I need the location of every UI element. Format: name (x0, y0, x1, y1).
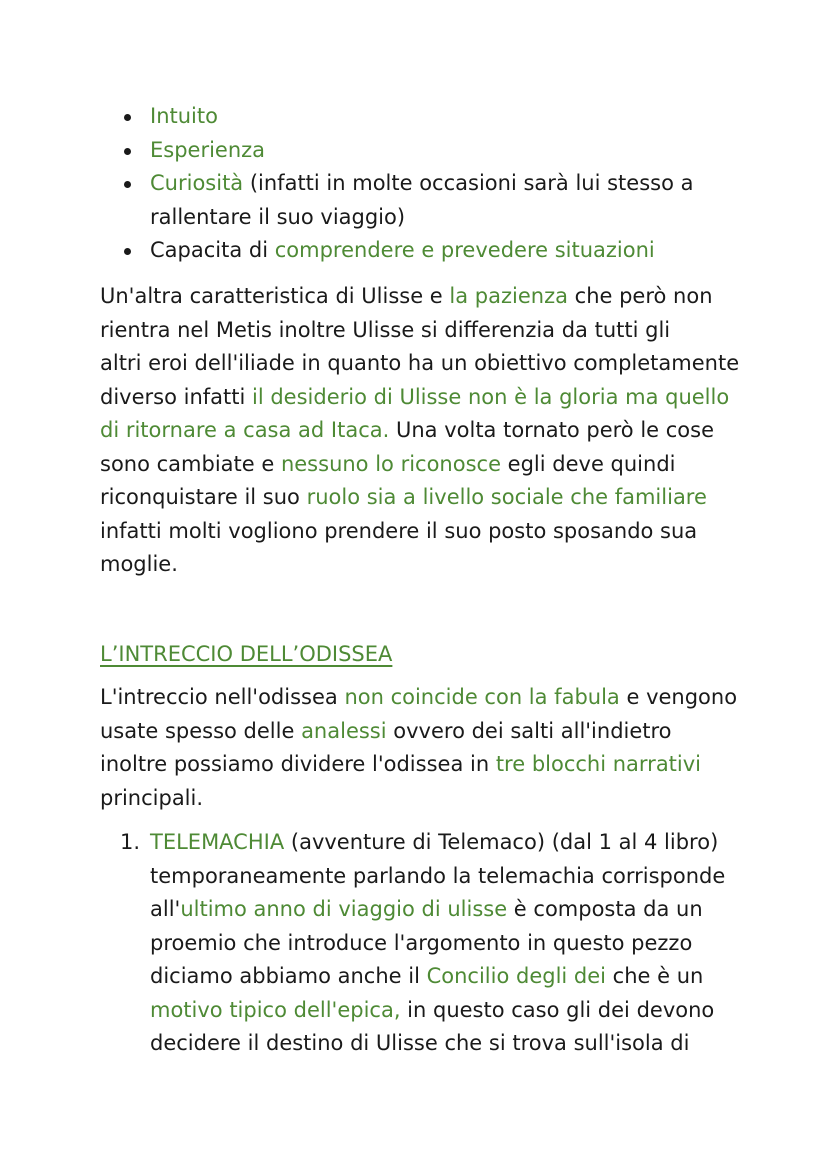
highlight-text: nessuno lo riconosce (280, 451, 501, 476)
text-run: riconquistare il suo (100, 485, 307, 509)
text-run: e vengono (619, 685, 738, 709)
text-run: è composta da un (507, 897, 703, 921)
text-line (150, 893, 725, 927)
text-line (100, 782, 737, 816)
highlight-text: motivo tipico dell'epica, (150, 997, 401, 1022)
highlight-text: Esperienza (150, 137, 266, 162)
text-line (150, 826, 725, 860)
text-line (150, 994, 725, 1028)
paragraph-ulisse-traits (100, 280, 739, 582)
highlight-text: ruolo sia a livello sociale che familiare (306, 485, 707, 509)
text-run: L'intreccio nell'odissea (100, 685, 345, 709)
text-line (100, 515, 739, 549)
text-run: rientra nel Metis inoltre Ulisse si differenzia da tutti gli (100, 317, 671, 342)
text-line (150, 860, 725, 894)
text-line (150, 927, 725, 961)
bullet-item (0, 134, 693, 168)
bullet-dot-icon (124, 148, 131, 155)
text-run: temporaneamente parlando la telemachia corrisponde (150, 863, 726, 888)
highlight-text: Curiosità (150, 171, 244, 195)
text-line (100, 715, 737, 749)
text-line (100, 748, 737, 782)
highlight-text: non coincide con la fabula (344, 685, 620, 709)
highlight-text: analessi (301, 718, 387, 743)
highlight-text: TELEMACHIA (150, 830, 285, 854)
text-run: (infatti in molte occasioni sarà lui stesso a (243, 171, 694, 195)
text-run: (avventure di Telemaco) (dal 1 al 4 libro) (284, 830, 719, 854)
text-run: rallentare il suo viaggio) (150, 204, 406, 229)
bullet-item (0, 100, 693, 134)
text-run: infatti molti vogliono prendere il suo posto sposando sua (100, 518, 698, 543)
text-run: in questo caso gli dei devono (400, 997, 715, 1022)
text-run: Capacita di (150, 238, 275, 262)
bullet-list (0, 100, 693, 268)
text-line (100, 481, 739, 515)
bullet-item (0, 234, 693, 268)
text-run: altri eroi dell'iliade in quanto ha un obiettivo completamente (100, 351, 740, 375)
text-line (150, 1027, 725, 1061)
highlight-text: ultimo anno di viaggio di ulisse (180, 897, 508, 921)
text-line (100, 381, 739, 415)
section-heading: L’INTRECCIO DELL’ODISSEA (100, 642, 393, 666)
text-run: proemio che introduce l'argomento in questo pezzo (150, 930, 693, 955)
text-run: sono cambiate e (100, 451, 281, 476)
text-line (100, 448, 739, 482)
highlight-text: tre blocchi narrativi (495, 752, 702, 776)
text-line (100, 314, 739, 348)
text-line (100, 414, 739, 448)
text-run: che è un (606, 964, 704, 988)
highlight-text: il desiderio di Ulisse non è la gloria ma quello (252, 384, 730, 409)
text-run: Un'altra caratteristica di Ulisse e (100, 284, 450, 308)
text-line (150, 960, 725, 994)
text-run: diverso infatti (100, 384, 252, 409)
text-run: Una volta tornato però le cose (389, 418, 715, 442)
text-run: all' (150, 897, 181, 921)
paragraph-intreccio (100, 681, 737, 815)
text-run: diciamo abbiamo anche il (150, 964, 427, 988)
bullet-item (0, 167, 693, 201)
text-run: moglie. (100, 552, 178, 576)
list-item-telemachia (150, 826, 725, 1061)
text-run: ovvero dei salti all'indietro (386, 718, 672, 743)
highlight-text: Intuito (150, 104, 218, 128)
highlight-text: Concilio degli dei (426, 964, 606, 988)
text-run: che però non (567, 284, 713, 308)
text-line (100, 548, 739, 582)
text-line (100, 280, 739, 314)
text-run: principali. (100, 785, 204, 810)
bullet-item (0, 201, 693, 235)
highlight-text: la pazienza (449, 284, 568, 308)
text-run: usate spesso delle (100, 718, 302, 743)
list-number: 1. (120, 830, 141, 854)
bullet-dot-icon (124, 248, 131, 255)
bullet-dot-icon (124, 181, 131, 188)
text-run: egli deve quindi (501, 451, 676, 476)
text-line (100, 347, 739, 381)
highlight-text: di ritornare a casa ad Itaca. (100, 418, 390, 442)
text-line (100, 681, 737, 715)
text-run: decidere il destino di Ulisse che si trova sull'isola di (150, 1031, 690, 1055)
highlight-text: comprendere e prevedere situazioni (274, 238, 655, 262)
bullet-dot-icon (124, 114, 131, 121)
text-run: inoltre possiamo dividere l'odissea in (100, 752, 496, 776)
